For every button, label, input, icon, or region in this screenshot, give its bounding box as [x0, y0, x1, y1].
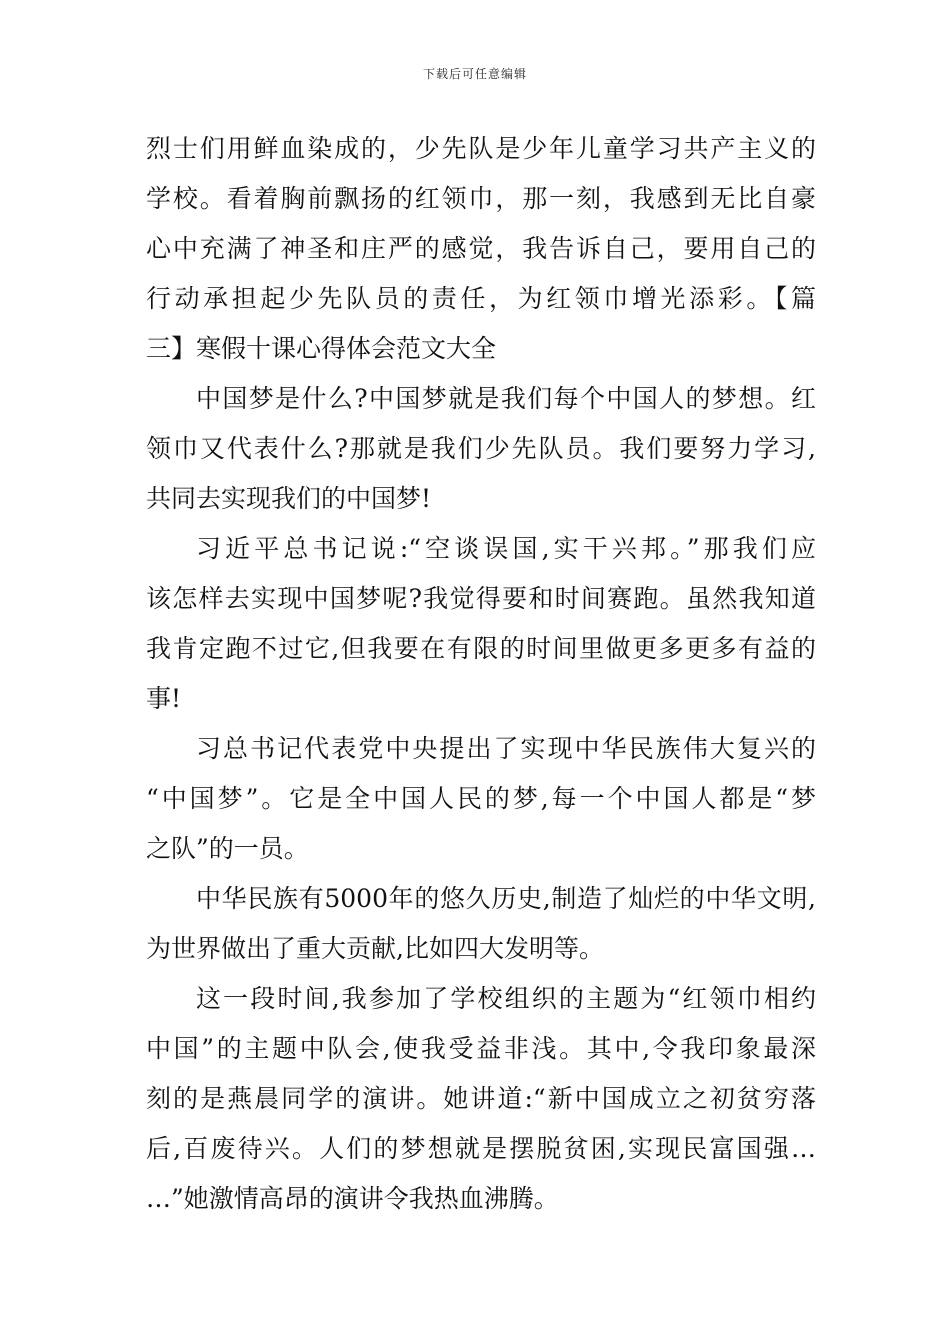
- text-line: 烈士们用鲜血染成的，少先队是少年儿童学习共产主义的: [146, 134, 816, 163]
- text-line: 刻的是燕晨同学的演讲。她讲道:“新中国成立之初贫穷落: [146, 1084, 816, 1113]
- text-line: 事!: [146, 684, 182, 713]
- text-line: 习近平总书记说:“空谈误国,实干兴邦。”那我们应: [196, 534, 816, 563]
- text-line: …”她激情高昂的演讲令我热血沸腾。: [146, 1184, 559, 1213]
- text-line: 我肯定跑不过它,但我要在有限的时间里做更多更多有益的: [146, 634, 816, 663]
- paragraph-6: [146, 974, 816, 1224]
- text-line: 三】寒假十课心得体会范文大全: [146, 334, 497, 363]
- text-line: 领巾又代表什么?那就是我们少先队员。我们要努力学习,: [146, 434, 816, 463]
- text-line: 中华民族有5000年的悠久历史,制造了灿烂的中华文明,: [196, 884, 816, 913]
- text-line: 中国”的主题中队会,使我受益非浅。其中,令我印象最深: [146, 1034, 816, 1063]
- text-line: 行动承担起少先队员的责任，为红领巾增光添彩。【篇: [146, 284, 816, 313]
- text-line: 为世界做出了重大贡献,比如四大发明等。: [146, 934, 604, 963]
- text-line: 习总书记代表党中央提出了实现中华民族伟大复兴的: [196, 734, 816, 763]
- paragraph-4: [146, 724, 816, 874]
- text-line: 后,百废待兴。人们的梦想就是摆脱贫困,实现民富国强…: [146, 1134, 816, 1163]
- text-line: 该怎样去实现中国梦呢?我觉得要和时间赛跑。虽然我知道: [146, 584, 816, 613]
- document-body: [146, 124, 816, 1224]
- text-line: 这一段时间,我参加了学校组织的主题为“红领巾相约: [196, 984, 816, 1013]
- text-line: 心中充满了神圣和庄严的感觉，我告诉自己，要用自己的: [146, 234, 816, 263]
- page-header: 下载后可任意编辑: [422, 67, 527, 81]
- paragraph-2: [146, 374, 816, 524]
- text-line: “中国梦”。它是全中国人民的梦,每一个中国人都是“梦: [146, 784, 816, 813]
- paragraph-5: [146, 874, 816, 974]
- paragraph-3: [146, 524, 816, 724]
- text-line: 共同去实现我们的中国梦!: [146, 484, 432, 513]
- paragraph-1: [146, 124, 816, 374]
- text-line: 之队”的一员。: [146, 834, 309, 863]
- text-line: 学校。看着胸前飘扬的红领巾，那一刻，我感到无比自豪: [146, 184, 816, 213]
- text-line: 中国梦是什么?中国梦就是我们每个中国人的梦想。红: [196, 384, 816, 413]
